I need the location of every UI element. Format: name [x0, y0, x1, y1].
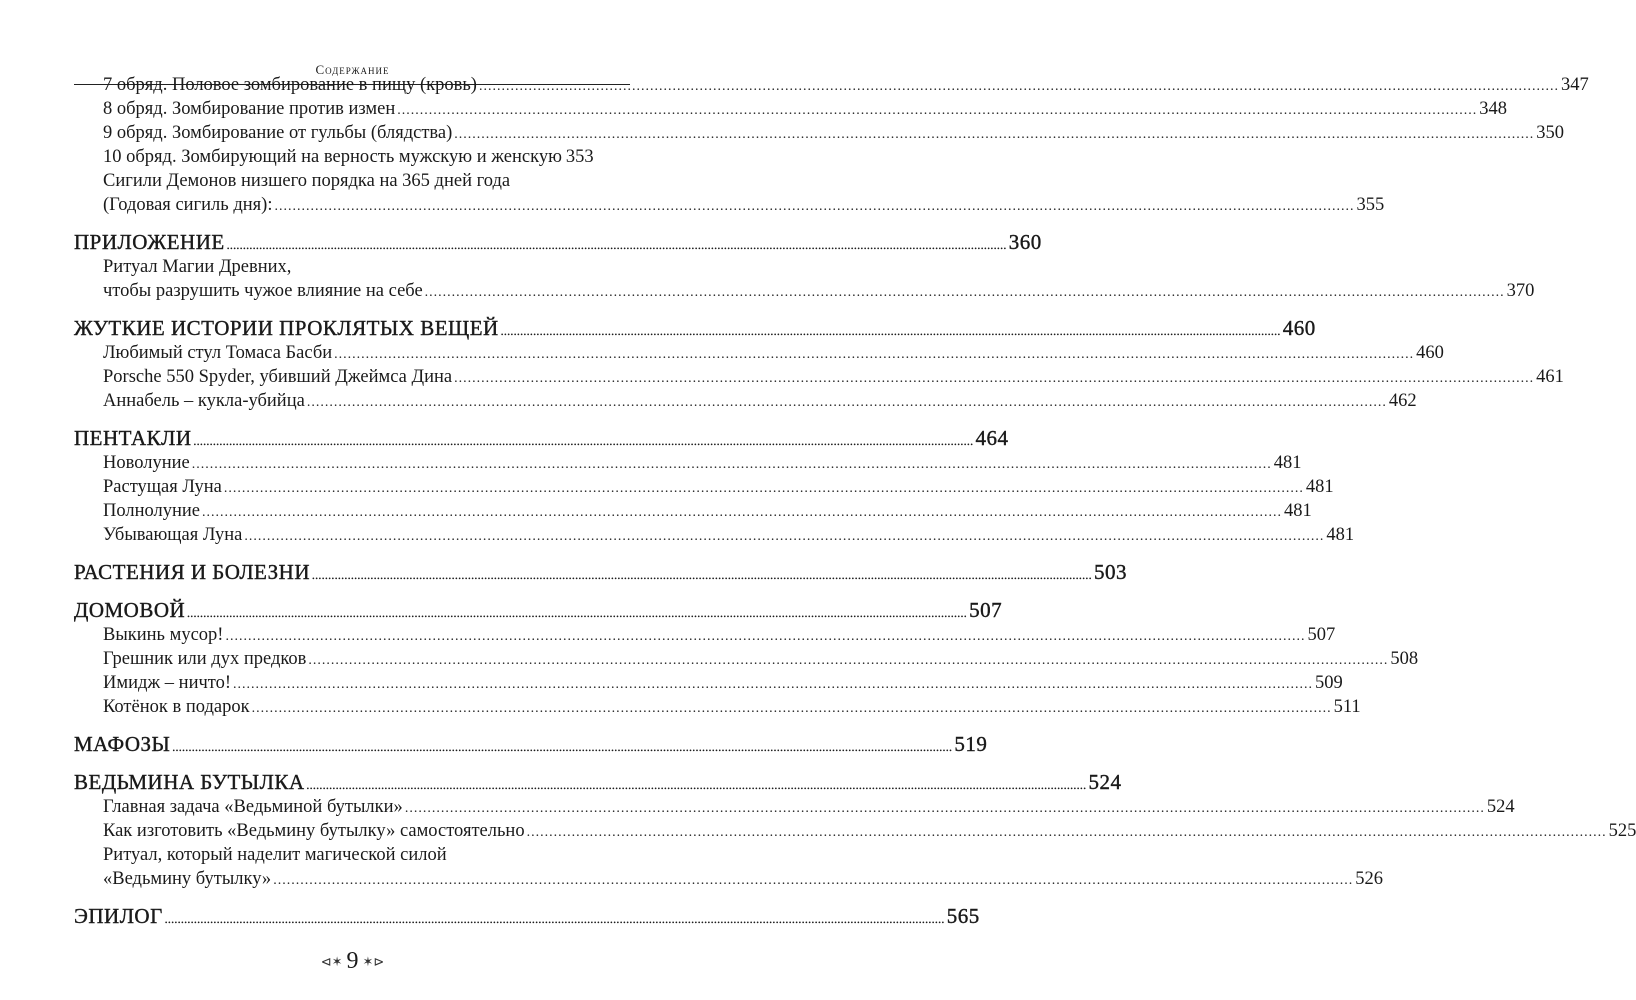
entry-title: Главная задача «Ведьминой бутылки»: [103, 797, 403, 817]
toc-entry[interactable]: [74, 647, 1419, 671]
dot-leader: [454, 365, 1534, 391]
entry-title: МАФОЗЫ: [74, 732, 171, 756]
dot-leader: [227, 229, 1007, 259]
entry-page-number: 524: [1486, 797, 1515, 817]
toc-entry[interactable]: [74, 73, 1589, 97]
running-header: Содержание: [315, 62, 390, 77]
entry-title: Как изготовить «Ведьмину бутылку» самостоятельно: [103, 821, 525, 841]
toc-entry[interactable]: [74, 795, 1515, 819]
entry-title: Грешник или дух предков: [103, 649, 307, 669]
page-footer: [0, 948, 705, 975]
dot-leader: [225, 623, 1305, 649]
entry-title: чтобы разрушить чужое влияние на себе: [103, 281, 423, 301]
entry-title: ДОМОВОЙ: [74, 598, 186, 622]
dot-leader: [334, 341, 1414, 367]
toc-section-heading[interactable]: [74, 315, 1316, 341]
entry-page-number: 481: [1273, 453, 1302, 473]
toc-section-heading[interactable]: [74, 597, 1003, 623]
toc-section-heading[interactable]: [74, 903, 980, 929]
toc-entry[interactable]: [74, 671, 1343, 695]
entry-page-number: 360: [1008, 230, 1042, 254]
entry-page-number: 370: [1506, 281, 1535, 301]
entry-title: Полнолуние: [103, 501, 200, 521]
toc-entry[interactable]: [74, 389, 1417, 413]
entry-title: Porsche 550 Spyder, убивший Джеймса Дина: [103, 367, 453, 387]
entry-page-number: 481: [1284, 501, 1312, 521]
entry-title: Любимый стул Томаса Басби: [103, 343, 333, 363]
entry-title: «Ведьмину бутылку»: [103, 869, 272, 889]
entry-page-number: 348: [1479, 99, 1508, 119]
dot-leader: [224, 475, 1304, 501]
toc-section-heading[interactable]: [74, 425, 1009, 451]
toc-entry[interactable]: [74, 97, 1508, 121]
table-of-contents: [74, 73, 1636, 929]
entry-title: (Годовая сигиль дня):: [103, 195, 273, 215]
entry-title: 7 обряд. Половое зомбирование в пищу (кровь): [103, 75, 477, 95]
entry-page-number: 353: [565, 147, 594, 167]
entry-page-number: 347: [1560, 75, 1589, 95]
entry-page-number: 461: [1536, 367, 1564, 387]
toc-entry[interactable]: [74, 193, 1385, 217]
entry-title: Имидж – ничто!: [103, 673, 232, 693]
entry-title: Новолуние: [103, 453, 190, 473]
toc-entry[interactable]: [74, 341, 1444, 365]
entry-title: Котёнок в подарок: [103, 697, 250, 717]
dot-leader: [405, 795, 1485, 821]
toc-entry[interactable]: [74, 475, 1334, 499]
dot-leader: [454, 121, 1534, 147]
entry-page-number: 509: [1315, 673, 1343, 693]
toc-entry[interactable]: [74, 623, 1336, 647]
toc-entry[interactable]: [74, 843, 584, 867]
entry-title: ПРИЛОЖЕНИЕ: [74, 230, 225, 254]
dot-leader: [397, 97, 1477, 123]
entry-page-number: 507: [1307, 625, 1336, 645]
entry-page-number: 481: [1305, 477, 1334, 497]
entry-page-number: 460: [1282, 316, 1316, 340]
toc-entry[interactable]: [74, 499, 1312, 523]
toc-entry[interactable]: [74, 279, 1535, 303]
dot-leader: [192, 451, 1272, 477]
left-ornament-icon: ⊲✶: [320, 954, 343, 970]
entry-page-number: 464: [975, 426, 1009, 450]
dot-leader: [312, 559, 1092, 589]
entry-page-number: 460: [1416, 343, 1444, 363]
entry-title: ЖУТКИЕ ИСТОРИИ ПРОКЛЯТЫХ ВЕЩЕЙ: [74, 316, 499, 340]
entry-page-number: 481: [1326, 525, 1355, 545]
dot-leader: [273, 867, 1353, 893]
dot-leader: [244, 523, 1324, 549]
entry-title: Ритуал, который наделит магической силой: [103, 845, 447, 865]
entry-title: 8 обряд. Зомбирование против измен: [103, 99, 396, 119]
entry-page-number: 350: [1536, 123, 1565, 143]
entry-title: ЭПИЛОГ: [74, 904, 163, 928]
entry-title: Убывающая Луна: [103, 525, 243, 545]
entry-title: РАСТЕНИЯ И БОЛЕЗНИ: [74, 560, 310, 584]
entry-title: ВЕДЬМИНА БУТЫЛКА: [74, 770, 305, 794]
dot-leader: [527, 819, 1607, 845]
entry-page-number: 503: [1094, 560, 1127, 584]
right-ornament-icon: ✶⊳: [362, 954, 385, 970]
entry-title: Ритуал Магии Древних,: [103, 257, 292, 277]
toc-entry[interactable]: [74, 365, 1564, 389]
dot-leader: [172, 731, 952, 761]
toc-entry[interactable]: [74, 695, 1361, 719]
entry-page-number: 524: [1088, 770, 1122, 794]
entry-title: ПЕНТАКЛИ: [74, 426, 192, 450]
entry-page-number: 462: [1388, 391, 1417, 411]
entry-title: 10 обряд. Зомбирующий на верность мужскую и женскую: [103, 147, 562, 167]
entry-page-number: 526: [1355, 869, 1383, 889]
dot-leader: [308, 647, 1388, 673]
dot-leader: [274, 193, 1354, 219]
toc-section-heading[interactable]: [74, 731, 988, 757]
entry-page-number: 565: [946, 904, 980, 928]
dot-leader: [165, 903, 945, 933]
toc-entry[interactable]: [74, 169, 584, 193]
entry-page-number: 507: [969, 598, 1003, 622]
entry-title: Аннабель – кукла-убийца: [103, 391, 305, 411]
dot-leader: [425, 279, 1505, 305]
page-number: 9: [346, 948, 359, 974]
dot-leader: [479, 73, 1559, 99]
toc-entry[interactable]: [74, 121, 1565, 145]
entry-title: Сигили Демонов низшего порядка на 365 дней года: [103, 171, 511, 191]
dot-leader: [252, 695, 1332, 721]
entry-title: 9 обряд. Зомбирование от гульбы (блядства): [103, 123, 453, 143]
toc-entry[interactable]: [74, 145, 594, 169]
toc-entry[interactable]: [74, 867, 1383, 891]
toc-section-heading[interactable]: [74, 559, 1127, 585]
toc-entry[interactable]: [74, 819, 1636, 843]
entry-page-number: 355: [1356, 195, 1385, 215]
toc-entry[interactable]: [74, 523, 1355, 547]
entry-page-number: 525: [1608, 821, 1636, 841]
dot-leader: [233, 671, 1313, 697]
entry-page-number: 508: [1390, 649, 1419, 669]
toc-section-heading[interactable]: [74, 229, 1042, 255]
dot-leader: [202, 499, 1282, 525]
entry-title: Растущая Луна: [103, 477, 222, 497]
entry-page-number: 511: [1333, 697, 1361, 717]
toc-entry[interactable]: [74, 451, 1302, 475]
entry-title: Выкинь мусор!: [103, 625, 224, 645]
dot-leader: [307, 389, 1387, 415]
entry-page-number: 519: [954, 732, 988, 756]
toc-section-heading[interactable]: [74, 769, 1122, 795]
